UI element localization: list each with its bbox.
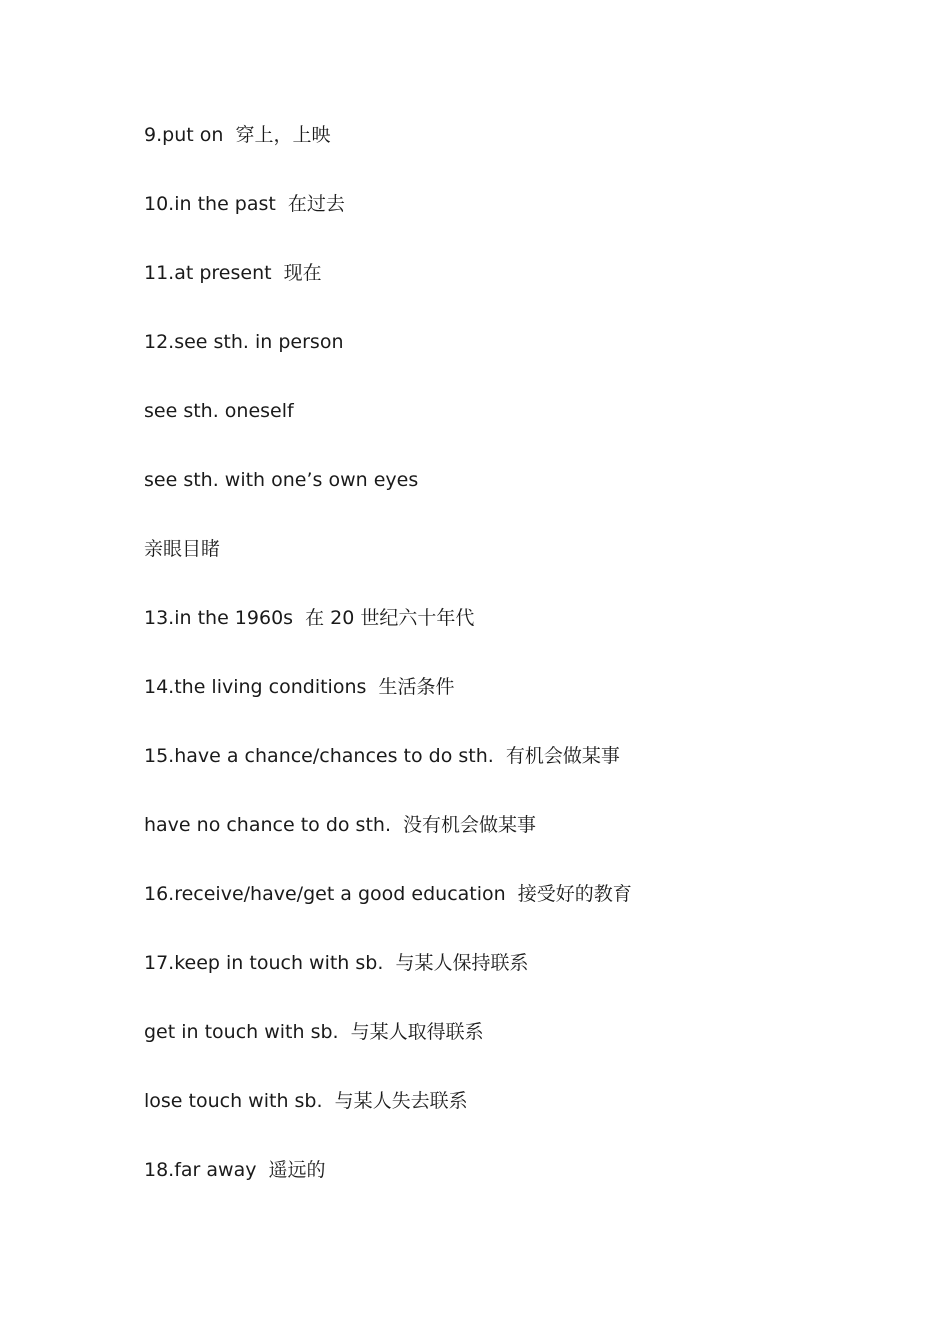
phrase-line: 15.have a chance/chances to do sth. 有机会做某事 xyxy=(144,745,620,767)
phrase-line: 18.far away 遥远的 xyxy=(144,1159,326,1181)
phrase-line: 亲眼目睹 xyxy=(144,538,221,560)
phrase-line: see sth. oneself xyxy=(144,400,294,422)
phrase-list xyxy=(144,118,632,1222)
phrase-line: 17.keep in touch with sb. 与某人保持联系 xyxy=(144,952,529,974)
phrase-line: get in touch with sb. 与某人取得联系 xyxy=(144,1021,484,1043)
phrase-line: 13.in the 1960s 在 20 世纪六十年代 xyxy=(144,607,475,629)
phrase-line: 10.in the past 在过去 xyxy=(144,193,345,215)
phrase-line: 11.at present 现在 xyxy=(144,262,322,284)
phrase-line: see sth. with one’s own eyes xyxy=(144,469,419,491)
phrase-line: 14.the living conditions 生活条件 xyxy=(144,676,455,698)
phrase-line: have no chance to do sth. 没有机会做某事 xyxy=(144,814,537,836)
phrase-line: lose touch with sb. 与某人失去联系 xyxy=(144,1090,468,1112)
phrase-line: 12.see sth. in person xyxy=(144,331,344,353)
phrase-line: 9.put on 穿上，上映 xyxy=(144,124,331,146)
phrase-line: 16.receive/have/get a good education 接受好的教育 xyxy=(144,883,632,905)
